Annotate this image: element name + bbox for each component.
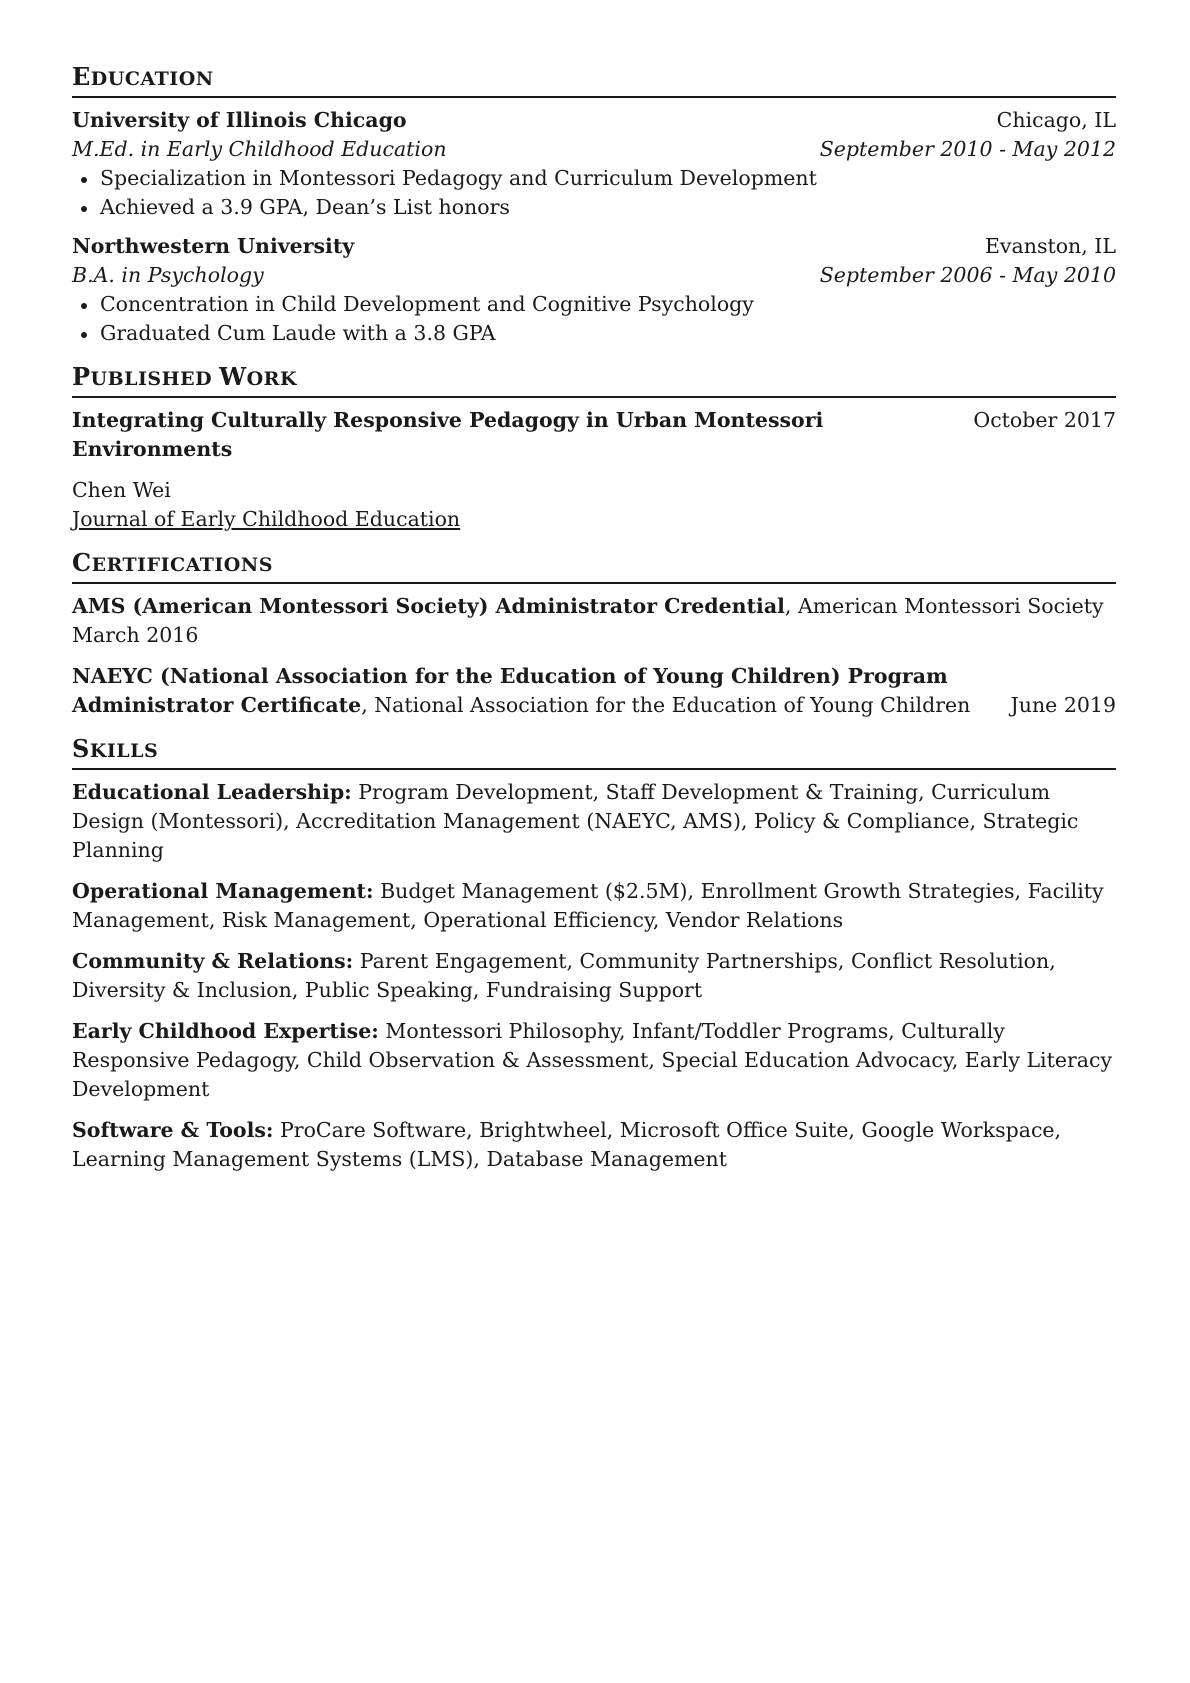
skill-label: Software & Tools: [72,1118,274,1142]
certification-date: June 2019 [1010,693,1116,717]
skill-label: Early Childhood Expertise: [72,1019,379,1043]
bullet-item: Achieved a 3.9 GPA, Dean’s List honors [72,193,1116,222]
certification-name: NAEYC (National Association for the Education of Young Children) Program Administrator Certificate [72,664,948,717]
bullet-item: Graduated Cum Laude with a 3.8 GPA [72,319,1116,348]
publication-title: Integrating Culturally Responsive Pedagogy in Urban Montessori Environments [72,408,824,461]
school-location: Chicago, IL [996,108,1116,132]
published-work-section [72,362,1116,534]
skill-list: Montessori Philosophy, Infant/Toddler Programs, Culturally Responsive Pedagogy, Child Observation & Assessment, Special Education Advocacy, Early Literacy Development [72,1019,1113,1101]
school-name: Northwestern University [72,234,355,258]
bullet-item: Specialization in Montessori Pedagogy and Curriculum Development [72,164,1116,193]
bullet-item: Concentration in Child Development and Cognitive Psychology [72,290,1116,319]
skill-label: Educational Leadership: [72,780,352,804]
skill-list: Parent Engagement, Community Partnerships, Conflict Resolution, Diversity & Inclusion, Public Speaking, Fundraising Support [72,949,1056,1002]
skill-group [72,877,1116,935]
journal-link[interactable]: Journal of Early Childhood Education [72,507,461,531]
skill-group [72,1017,1116,1104]
skill-label: Community & Relations: [72,949,354,973]
skill-group [72,778,1116,865]
degree: B.A. in Psychology [72,263,264,287]
school-location: Evanston, IL [984,234,1116,258]
dates: September 2006 - May 2010 [819,263,1116,287]
publication-entry [72,406,1116,534]
bullet-list [72,290,1116,348]
degree: M.Ed. in Early Childhood Education [72,137,447,161]
skills-section [72,734,1116,1174]
published-work-heading: PUBLISHED WORK [72,362,1116,398]
publication-date: October 2017 [973,408,1116,432]
school-name: University of Illinois Chicago [72,108,407,132]
certification-issuer: , National Association for the Education of Young Children [361,693,971,717]
skill-group [72,947,1116,1005]
skill-list: ProCare Software, Brightwheel, Microsoft Office Suite, Google Workspace, Learning Management Systems (LMS), Database Management [72,1118,1062,1171]
certification-entry [72,592,1116,650]
skill-list: Program Development, Staff Development & Training, Curriculum Design (Montessori), Accreditation Management (NAEYC, AMS), Policy & Compliance, Strategic Planning [72,780,1079,862]
education-section [72,62,1116,348]
skills-heading: SKILLS [72,734,1116,770]
skill-label: Operational Management: [72,879,374,903]
resume-page [72,62,1116,1188]
education-entry [72,232,1116,348]
education-heading: EDUCATION [72,62,1116,98]
certifications-section [72,548,1116,720]
certification-issuer: , American Montessori Society [784,594,1104,618]
skill-group [72,1116,1116,1174]
certification-date: March 2016 [72,623,199,647]
certification-entry [72,662,1116,720]
publication-author: Chen Wei [72,478,171,502]
education-entry [72,106,1116,222]
certification-name: AMS (American Montessori Society) Administrator Credential [72,594,785,618]
bullet-list [72,164,1116,222]
certifications-heading: CERTIFICATIONS [72,548,1116,584]
dates: September 2010 - May 2012 [819,137,1116,161]
skill-list: Budget Management ($2.5M), Enrollment Growth Strategies, Facility Management, Risk Management, Operational Efficiency, Vendor Relations [72,879,1104,932]
